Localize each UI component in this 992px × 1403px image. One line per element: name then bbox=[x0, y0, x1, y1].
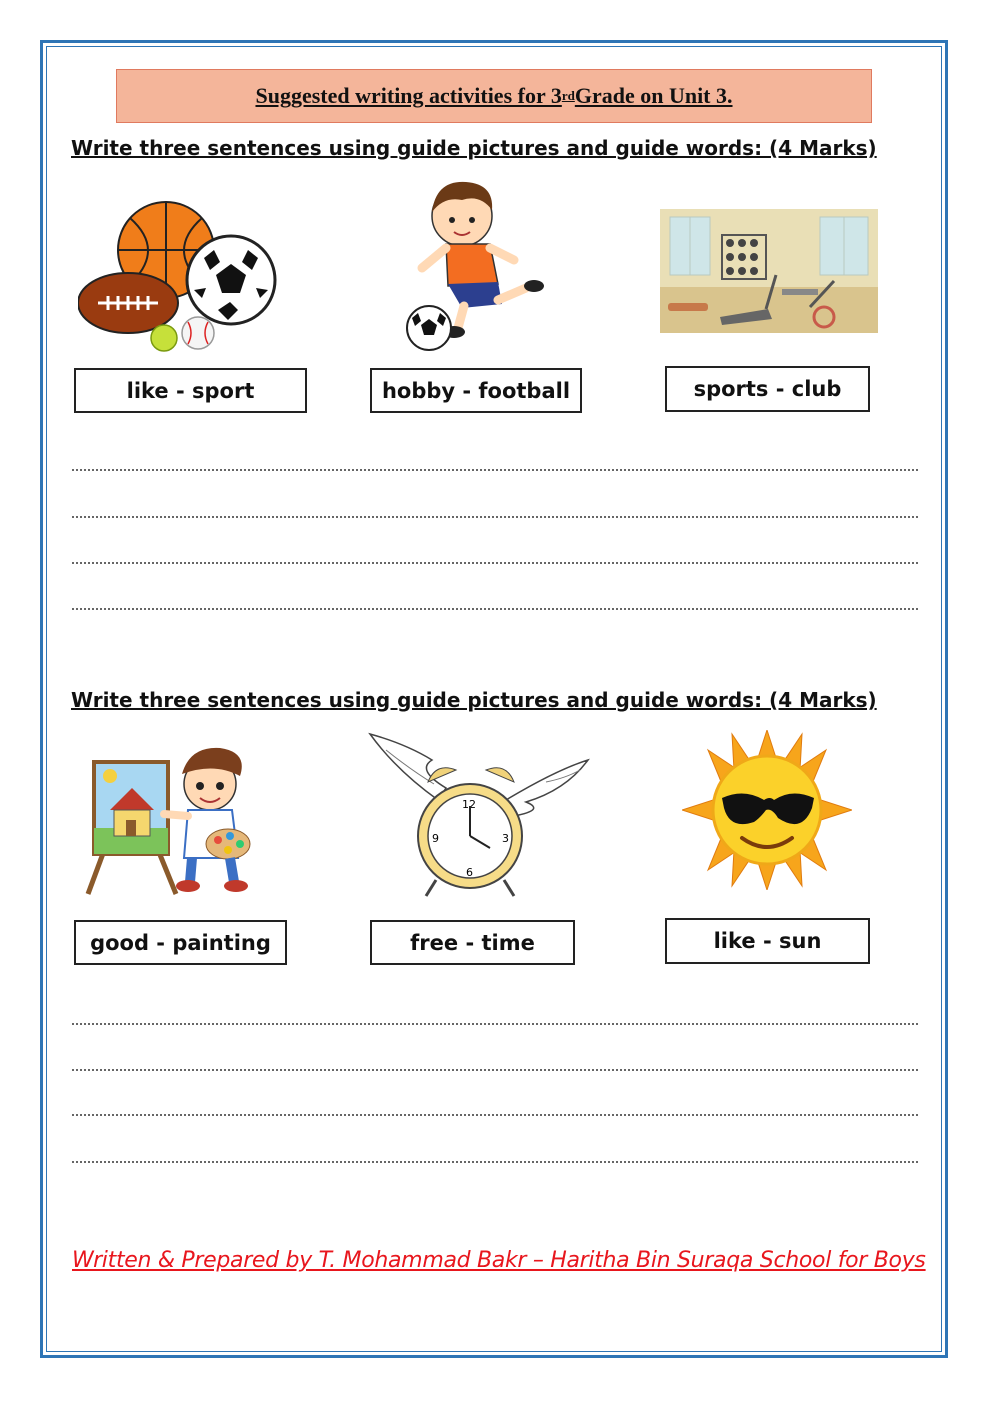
worksheet-title bbox=[116, 69, 872, 123]
guide-word-box-2: hobby - football bbox=[370, 368, 582, 413]
svg-text:6: 6 bbox=[466, 866, 473, 879]
writing-line[interactable] bbox=[72, 1069, 918, 1071]
sports-balls-picture bbox=[78, 198, 278, 353]
section1-instruction: Write three sentences using guide pictures and guide words: (4 Marks) bbox=[71, 136, 877, 160]
svg-text:3: 3 bbox=[502, 832, 509, 845]
writing-line[interactable] bbox=[72, 1114, 918, 1116]
author-credit: Written & Prepared by T. Mohammad Bakr – Haritha Bin Suraqa School for Boys bbox=[72, 1248, 926, 1273]
writing-line[interactable] bbox=[72, 1023, 918, 1025]
guide-word-box-4: good - painting bbox=[74, 920, 287, 965]
boy-football-picture bbox=[402, 176, 547, 356]
sun-sunglasses-picture bbox=[682, 730, 852, 890]
flying-clock-picture bbox=[366, 730, 591, 902]
writing-line[interactable] bbox=[72, 469, 918, 471]
title-superscript: rd bbox=[561, 88, 575, 103]
guide-word-box-5: free - time bbox=[370, 920, 575, 965]
section2-instruction: Write three sentences using guide pictures and guide words: (4 Marks) bbox=[71, 688, 877, 712]
gym-room-picture bbox=[660, 209, 878, 333]
title-text-end: Grade on Unit 3. bbox=[574, 83, 733, 108]
boy-painting-picture bbox=[80, 740, 260, 896]
title-text-start: Suggested writing activities for 3 bbox=[255, 83, 562, 108]
writing-line[interactable] bbox=[72, 516, 918, 518]
svg-text:12: 12 bbox=[462, 798, 476, 811]
guide-word-box-6: like - sun bbox=[665, 918, 870, 964]
writing-line[interactable] bbox=[72, 1161, 918, 1163]
writing-line[interactable] bbox=[72, 608, 918, 610]
guide-word-box-1: like - sport bbox=[74, 368, 307, 413]
svg-text:9: 9 bbox=[432, 832, 439, 845]
guide-word-box-3: sports - club bbox=[665, 366, 870, 412]
writing-line[interactable] bbox=[72, 562, 918, 564]
